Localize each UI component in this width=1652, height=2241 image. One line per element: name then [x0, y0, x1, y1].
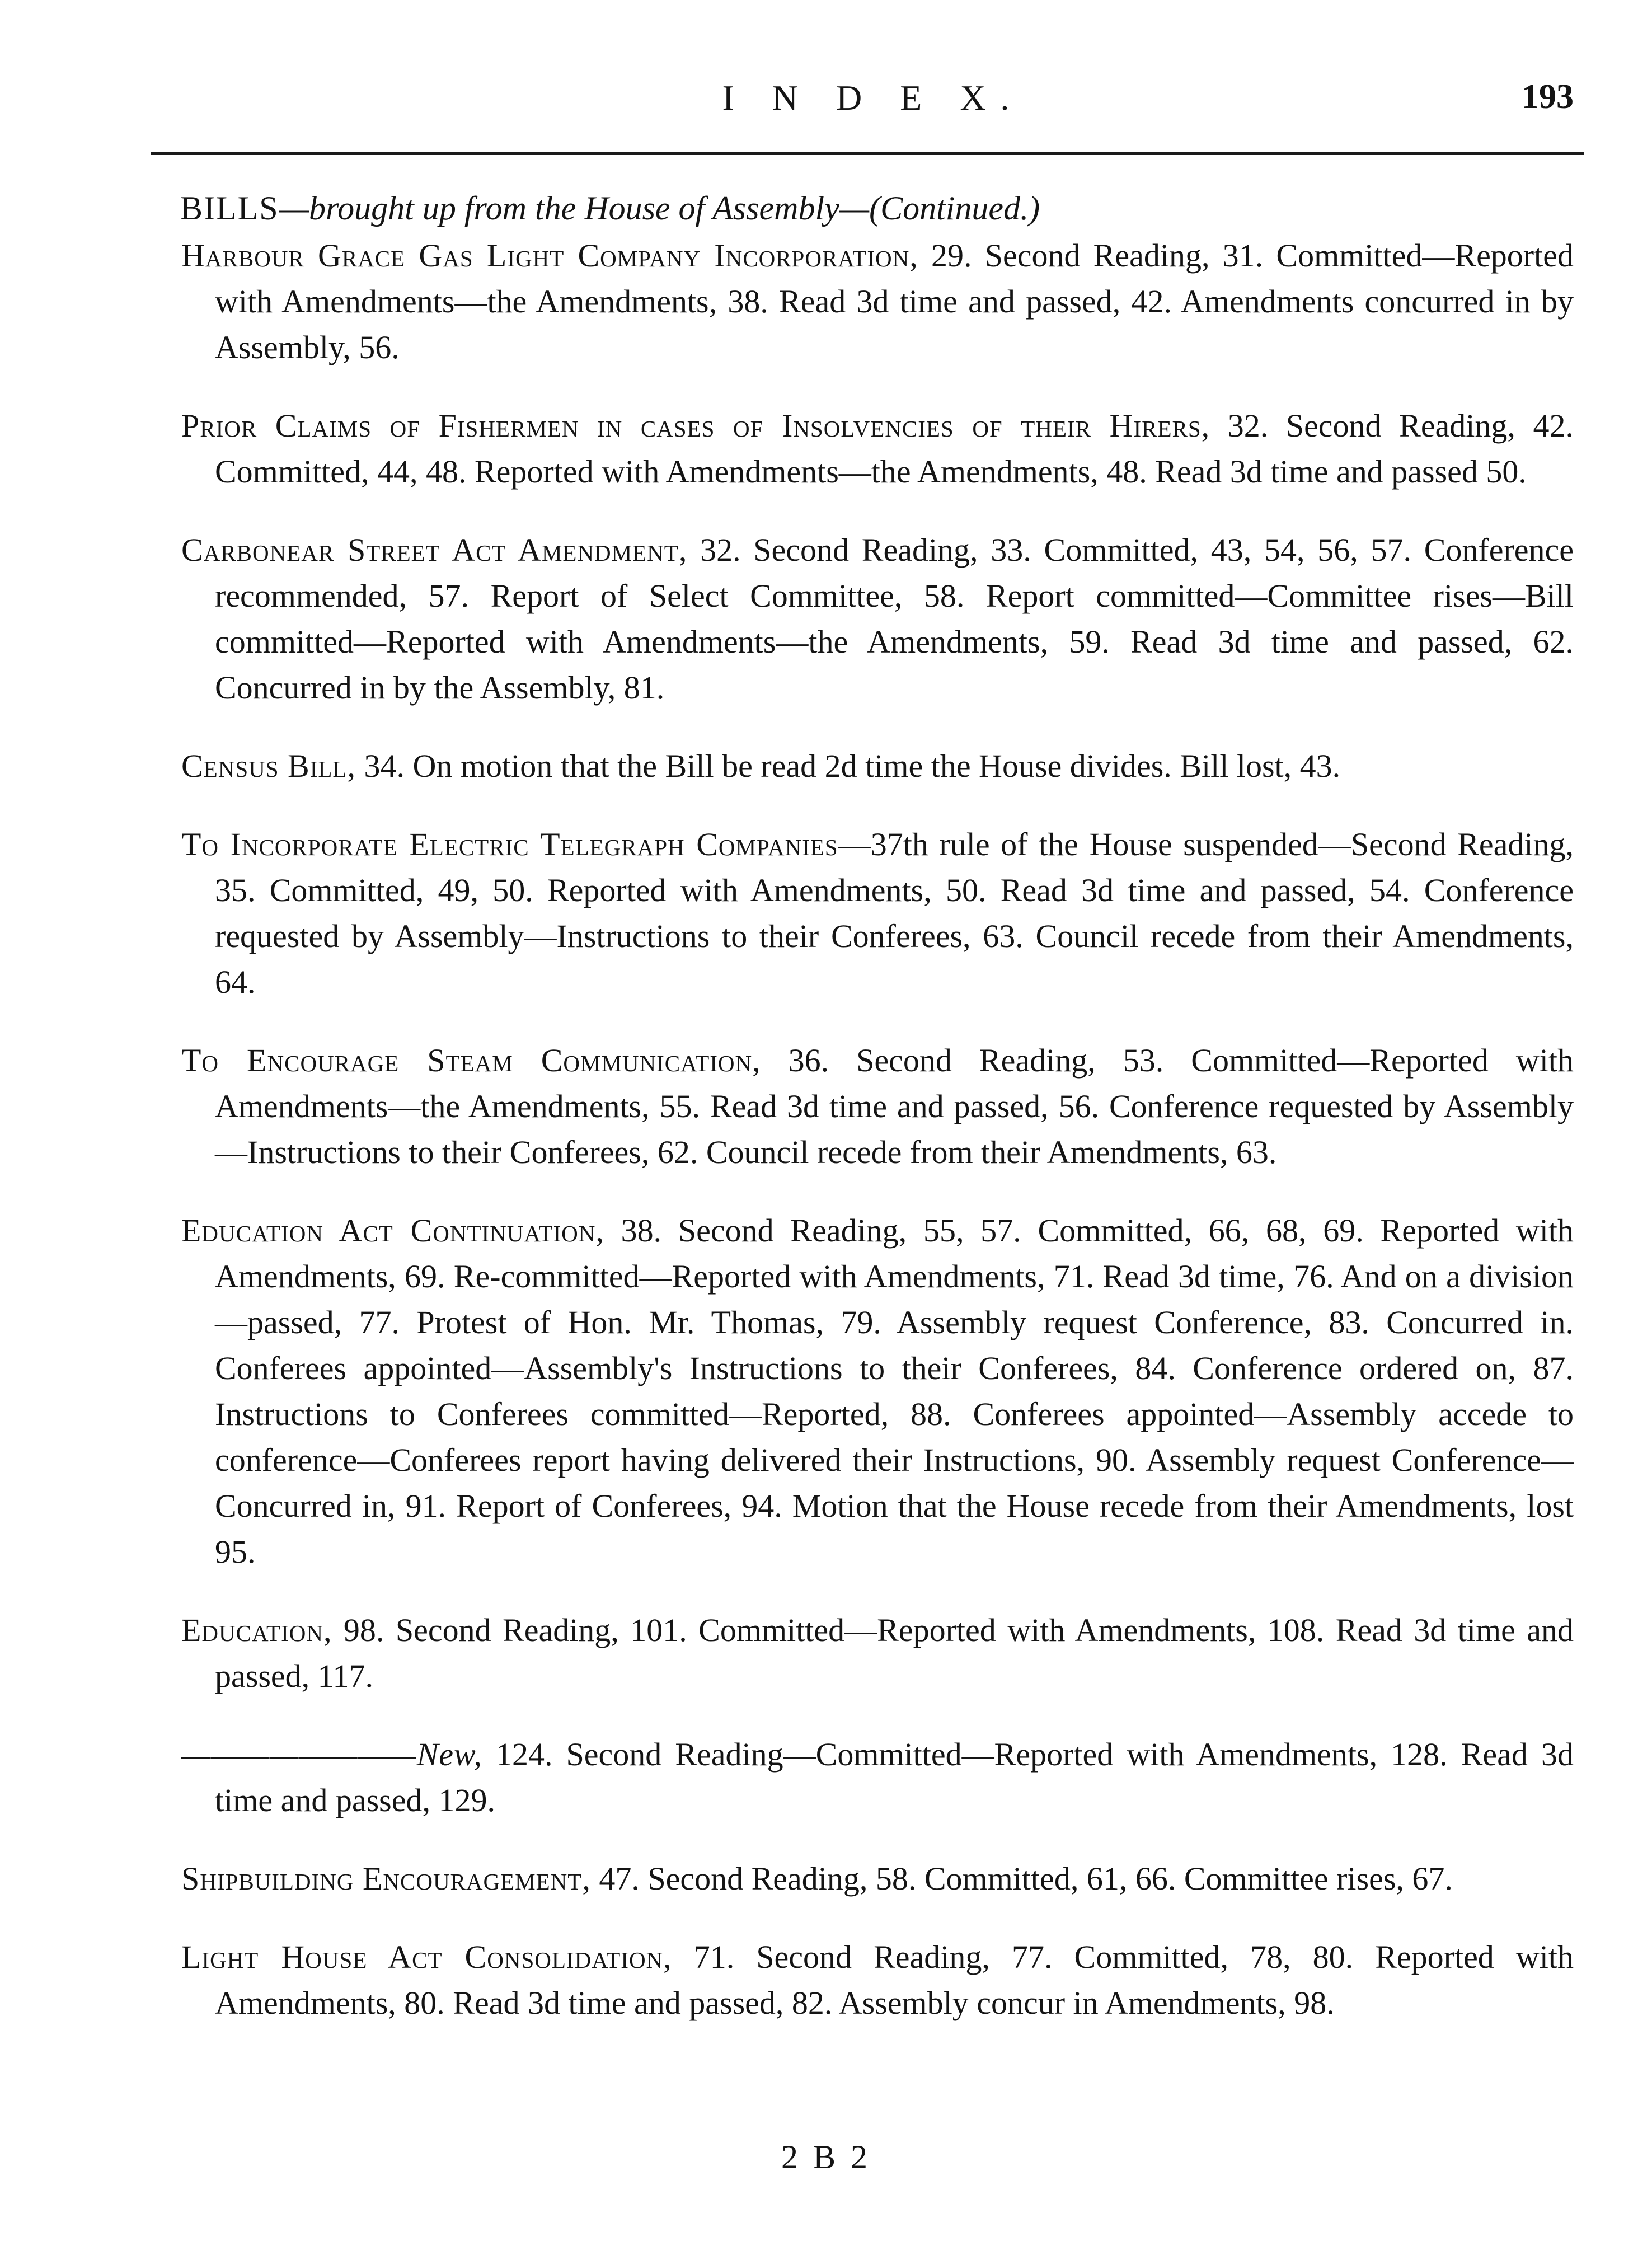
entry-text: 32. Second Reading, 42. Committed, 44, 48. Reported with Amendments—the Amendments, 48. Read 3d time and passed 50. — [215, 407, 1574, 490]
bill-title: Education Act Continuation, — [181, 1212, 604, 1249]
entry-text: 34. On motion that the Bill be read 2d time the House divides. Bill lost, 43. — [355, 748, 1341, 784]
index-entry — [180, 403, 1574, 495]
index-entry — [180, 1856, 1574, 1902]
index-entry — [180, 1038, 1574, 1175]
signature-mark: 2 B 2 — [781, 2139, 871, 2176]
index-entry — [180, 1732, 1574, 1823]
index-entry — [180, 1934, 1574, 2026]
index-entry — [180, 527, 1574, 711]
entry-text: 71. Second Reading, 77. Committed, 78, 80. Reported with Amendments, 80. Read 3d time and passed, 82. Assembly concur in Amendments, 98. — [215, 1939, 1574, 2021]
index-entry — [180, 743, 1574, 789]
section-heading — [180, 185, 1574, 232]
bill-title: Carbonear Street Act Amendment, — [181, 532, 688, 568]
bill-title: Census Bill, — [181, 748, 356, 784]
section-subtitle: —brought up from the House of Assembly—(Continued.) — [279, 190, 1040, 227]
page-header — [168, 67, 1578, 134]
index-entry — [180, 822, 1574, 1005]
bill-title: To Incorporate Electric Telegraph Companies — [181, 826, 838, 862]
entry-text: 47. Second Reading, 58. Committed, 61, 66. Committee rises, 67. — [590, 1860, 1453, 1897]
section-lead: BILLS — [180, 190, 279, 227]
index-content — [180, 185, 1574, 2059]
bill-title: Prior Claims of Fishermen in cases of Insolvencies of their Hirers, — [181, 407, 1210, 444]
index-entry — [180, 233, 1574, 371]
entry-text: 36. Second Reading, 53. Committed—Reported with Amendments—the Amendments, 55. Read 3d time and passed, 56. Conference requested by Assembly—Instructions to their Conferees, 62. Council recede from their Amendments, 63. — [215, 1042, 1574, 1170]
bill-title: Light House Act Consolidation, — [181, 1939, 672, 1975]
header-rule — [151, 152, 1584, 155]
index-entry — [180, 1607, 1574, 1699]
page-number: 193 — [1522, 78, 1574, 116]
entry-text: 32. Second Reading, 33. Committed, 43, 54, 56, 57. Conference recommended, 57. Report of Select Committee, 58. Report committed—Committee rises—Bill committed—Reported with Amendments—the Amendments, 59. Read 3d time and passed, 62. Concurred in by the Assembly, 81. — [215, 532, 1574, 706]
bill-title: Harbour Grace Gas Light Company Incorporation, — [181, 237, 918, 274]
entry-text: 29. Second Reading, 31. Committed—Reported with Amendments—the Amendments, 38. Read 3d time and passed, 42. Amendments concurred in by Assembly, 56. — [215, 237, 1574, 365]
bill-title: Shipbuilding Encouragement, — [181, 1860, 591, 1897]
entry-text: 124. Second Reading—Committed—Reported with Amendments, 128. Read 3d time and passed, 129. — [215, 1736, 1574, 1818]
bill-title: ————————New, — [181, 1736, 482, 1773]
bill-title: Education, — [181, 1612, 332, 1648]
entry-text: 38. Second Reading, 55, 57. Committed, 66, 68, 69. Reported with Amendments, 69. Re-committed—Reported with Amendments, 71. Read 3d time, 76. And on a division—passed, 77. Protest of Hon. Mr. Thomas, 79. Assembly request Conference, 83. Concurred in. Conferees appointed—Assembly's Instructions to their Conferees, 84. Conference ordered on, 87. Instructions to Conferees committed—Reported, 88. Conferees appointed—Assembly accede to conference—Conferees report having delivered their Instructions, 90. Assembly request Conference—Concurred in, 91. Report of Conferees, 94. Motion that the House recede from their Amendments, lost 95. — [215, 1212, 1574, 1570]
index-entry — [180, 1208, 1574, 1575]
running-title: I N D E X. — [722, 78, 1024, 118]
entry-text: 98. Second Reading, 101. Committed—Reported with Amendments, 108. Read 3d time and passed, 117. — [215, 1612, 1574, 1694]
bill-title: To Encourage Steam Communication, — [181, 1042, 761, 1079]
entry-text: —37th rule of the House suspended—Second Reading, 35. Committed, 49, 50. Reported with Amendments, 50. Read 3d time and passed, 54. Conference requested by Assembly—Instructions to their Conferees, 63. Council recede from their Amendments, 64. — [215, 826, 1574, 1000]
